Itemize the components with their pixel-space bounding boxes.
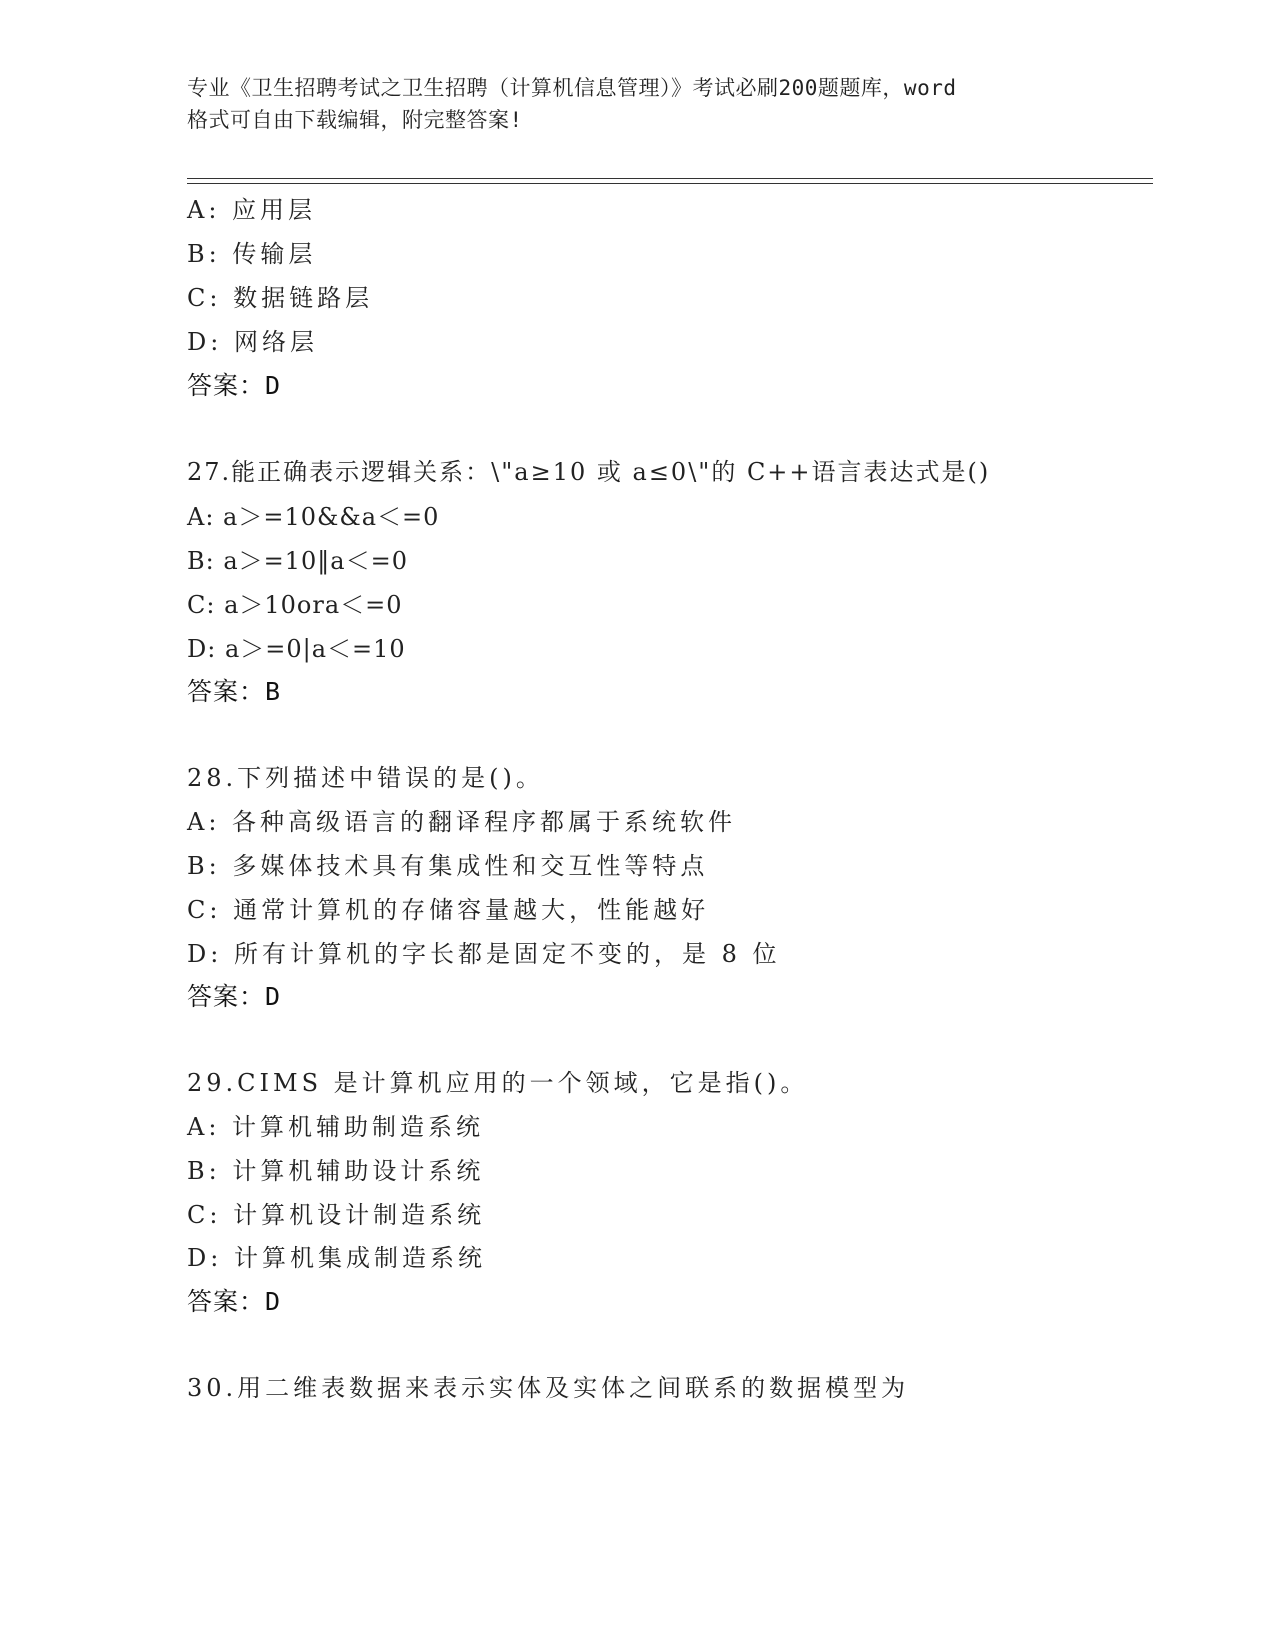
q28-stem: 28.下列描述中错误的是()。 bbox=[187, 764, 544, 792]
q29-answer: 答案：D bbox=[187, 1287, 282, 1316]
q28-answer: 答案：D bbox=[187, 982, 282, 1011]
q26-option-b: B: 传输层 bbox=[187, 240, 317, 268]
q28-option-a: A: 各种高级语言的翻译程序都属于系统软件 bbox=[187, 808, 737, 836]
q26-option-c: C: 数据链路层 bbox=[187, 284, 374, 312]
q27-option-d: D: a＞=0|a＜=10 bbox=[187, 635, 406, 663]
header-divider-bottom bbox=[187, 183, 1153, 184]
q27-option-b: B: a＞=10‖a＜=0 bbox=[187, 547, 408, 575]
header-title-line2: 格式可自由下载编辑，附完整答案! bbox=[187, 108, 523, 132]
document-header bbox=[187, 72, 1087, 136]
q29-stem: 29.CIMS 是计算机应用的一个领域，它是指()。 bbox=[187, 1069, 809, 1097]
q28-option-d: D: 所有计算机的字长都是固定不变的，是 8 位 bbox=[187, 940, 781, 968]
q29-option-c: C: 计算机设计制造系统 bbox=[187, 1201, 486, 1229]
q28-option-b: B: 多媒体技术具有集成性和交互性等特点 bbox=[187, 852, 709, 880]
q29-option-d: D: 计算机集成制造系统 bbox=[187, 1244, 486, 1272]
q27-answer: 答案：B bbox=[187, 677, 282, 706]
q30-stem: 30.用二维表数据来表示实体及实体之间联系的数据模型为 bbox=[187, 1374, 910, 1402]
q27-stem: 27.能正确表示逻辑关系：\"a≥10 或 a≤0\"的 C++语言表达式是() bbox=[187, 458, 991, 486]
q26-option-a: A: 应用层 bbox=[187, 196, 317, 224]
q26-option-d: D: 网络层 bbox=[187, 328, 318, 356]
q29-option-a: A: 计算机辅助制造系统 bbox=[187, 1113, 485, 1141]
q27-option-c: C: a＞10ora＜=0 bbox=[187, 591, 403, 619]
q26-answer: 答案：D bbox=[187, 371, 282, 400]
header-divider-top bbox=[187, 178, 1153, 179]
q28-option-c: C: 通常计算机的存储容量越大，性能越好 bbox=[187, 896, 710, 924]
q27-option-a: A: a＞=10&&a＜=0 bbox=[187, 503, 440, 531]
q29-option-b: B: 计算机辅助设计系统 bbox=[187, 1157, 485, 1185]
header-title-line1: 专业《卫生招聘考试之卫生招聘（计算机信息管理）》考试必刷200题题库，word bbox=[187, 76, 957, 100]
